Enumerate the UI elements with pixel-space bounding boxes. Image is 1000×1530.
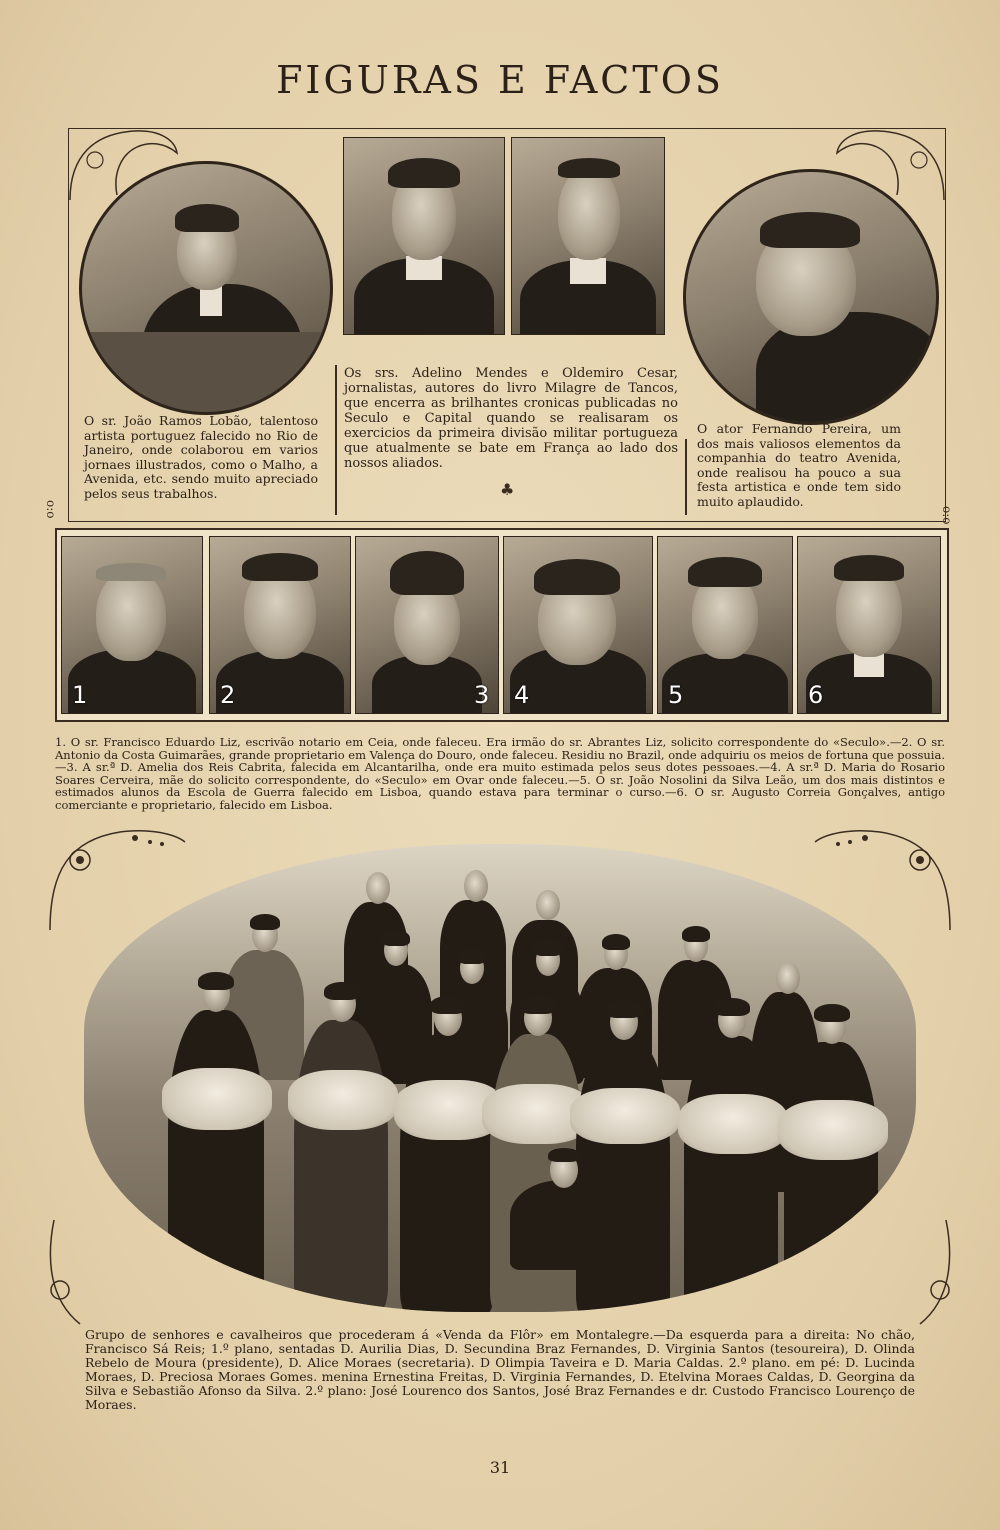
ornament-dots-icon: o:o bbox=[44, 500, 58, 519]
portrait-strip bbox=[55, 528, 949, 722]
caption-fernando-pereira: O ator Fernando Pereira, um dos mais valiosos elementos da companhia do teatro Avenida, onde realisou ha pouco a sua festa artistica e onde tem sido muito aplaudido. bbox=[697, 421, 901, 509]
portrait-3-amelia-reis-cabrita bbox=[355, 536, 499, 714]
portrait-strip-caption: 1. O sr. Francisco Eduardo Liz, escrivão notario em Ceia, onde faleceu. Era irmão do sr. Abrantes Liz, solicito correspondente do «Seculo».—2. O sr. Antonio da Costa Guimarães, grande proprietario em Valença do Douro, onde faleceu. Residiu no Brazil, onde adquiriu os meios de fortuna que possuia.—3. A sr.ª D. Amelia dos Reis Cabrita, falecida em Alcantarilha, onde era muito estimada pelos seus dotes pessoaes.—4. A sr.ª D. Maria do Rosario Soares Cerveira, mãe do solicito correspondente, do «Seculo» em Ovar onde faleceu.—5. O sr. João Nosolini da Silva Leão, um dos mais distintos e estimados alunos da Escola de Guerra falecido em Lisboa, quando estava para terminar o curso.—6. O sr. Augusto Correia Gonçalves, antigo comerciante e proprietario, falecido em Lisboa. bbox=[55, 735, 945, 812]
group-photo-caption: Grupo de senhores e cavalheiros que procederam á «Venda da Flôr» em Montalegre.—Da esquerda para a direita: No chão, Francisco Sá Reis; 1.º plano, sentadas D. Aurilia Dias, D. Secundina Braz Fernandes, D. Virginia Santos (tesoureira), D. Olinda Rebelo de Moura (presidente), D. Alice Moraes (secretaria). D Olimpia Taveira e D. Maria Caldas. 2.º plano. em pé: D. Lucinda Moraes, D. Preciosa Moraes Gomes. menina Ernestina Freitas, D. Virginia Fernandes, D. Etelvina Moraes Caldas, D. Georgina da Silva e Sebastião Afonso da Silva. 2.º plano: José Lourenco dos Santos, José Braz Fernandes e dr. Custodo Francisco Lourenço de Moraes. bbox=[85, 1327, 915, 1412]
portrait-number: 4 bbox=[514, 681, 530, 709]
portrait-number: 3 bbox=[474, 681, 490, 709]
group-photo-venda-da-flor bbox=[84, 844, 916, 1312]
caption-adelino-oldemiro: Os srs. Adelino Mendes e Oldemiro Cesar, jornalistas, autores do livro Milagre de Tancos, que encerra as brilhantes cronicas publicadas no Seculo e Capital quando se realisaram os exercicios da primeira divisão militar portugueza que atualmente se bate em França ao lado dos nossos aliados. bbox=[344, 366, 678, 471]
portrait-number: 5 bbox=[668, 681, 684, 709]
ornament-flower-icon bbox=[890, 1220, 960, 1330]
ornament-dots-icon: o:o bbox=[940, 506, 954, 525]
club-ornament-icon: ♣ bbox=[500, 480, 515, 499]
column-divider bbox=[335, 365, 337, 515]
portrait-fernando-pereira bbox=[683, 169, 939, 425]
portrait-1-francisco-eduardo-liz bbox=[61, 536, 203, 714]
portrait-number: 1 bbox=[72, 681, 88, 709]
page-title: FIGURAS E FACTOS bbox=[276, 58, 724, 102]
portrait-number: 6 bbox=[808, 681, 824, 709]
portrait-oldemiro-cesar bbox=[511, 137, 665, 335]
portrait-6-augusto-correia-goncalves bbox=[797, 536, 941, 714]
portrait-5-joao-nosolini-silva-leao bbox=[657, 536, 793, 714]
column-divider bbox=[685, 439, 687, 515]
group-photo-frame bbox=[40, 820, 960, 1330]
page-number: 31 bbox=[489, 1458, 511, 1477]
portrait-2-antonio-costa-guimaraes bbox=[209, 536, 351, 714]
portrait-adelino-mendes bbox=[343, 137, 505, 335]
ornament-flower-icon bbox=[40, 1220, 110, 1330]
portrait-number: 2 bbox=[220, 681, 236, 709]
caption-joao-ramos-lobao: O sr. João Ramos Lobão, talentoso artista portuguez falecido no Rio de Janeiro, onde colaborou em varios jornaes illustrados, como o Malho, a Avenida, etc. sendo muito apreciado pelos seus trabalhos. bbox=[84, 413, 318, 501]
portrait-4-maria-rosario-soares-cerveira bbox=[503, 536, 653, 714]
portrait-joao-ramos-lobao bbox=[79, 161, 333, 415]
